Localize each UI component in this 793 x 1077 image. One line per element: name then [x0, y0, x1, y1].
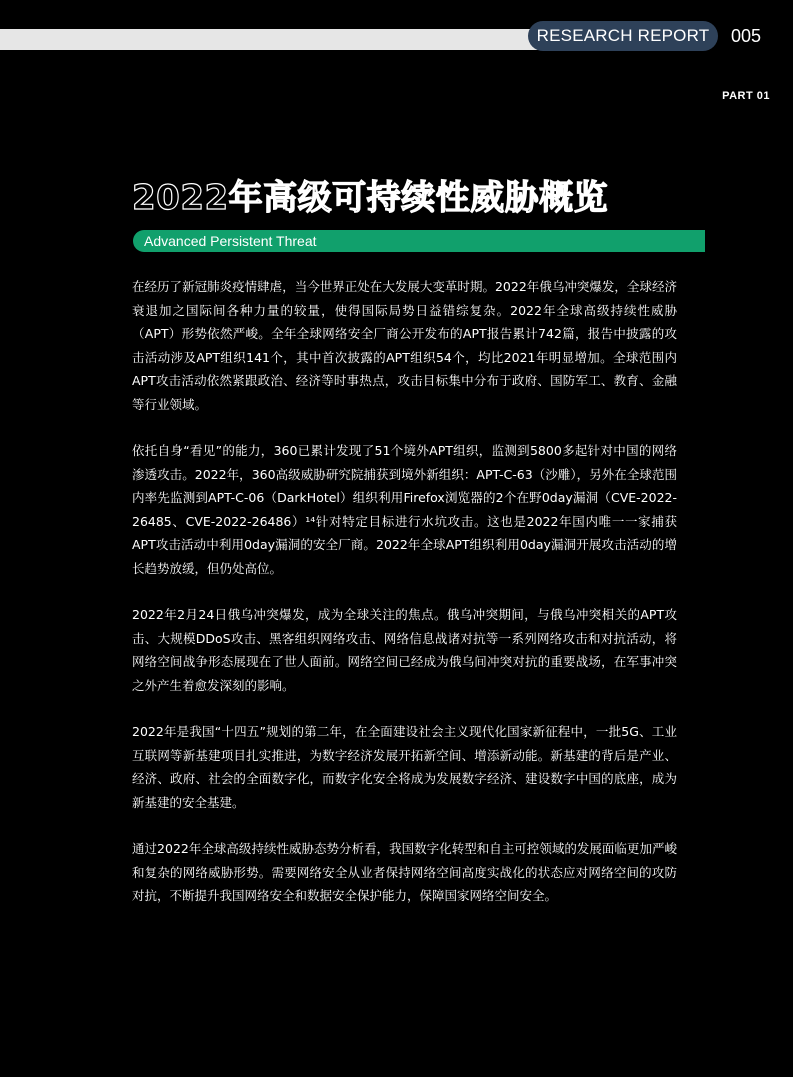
- body-text: [132, 275, 677, 931]
- paragraph: 在经历了新冠肺炎疫情肆虐，当今世界正处在大发展大变革时期。2022年俄乌冲突爆发，全球经济衰退加之国际间各种力量的较量，使得国际局势日益错综复杂。2022年全球高级持续性威胁（APT）形势依然严峻。全年全球网络安全厂商公开发布的APT报告累计742篇，报告中披露的攻击活动涉及APT组织141个，其中首次披露的APT组织54个，均比2021年明显增加。全球范围内APT攻击活动依然紧跟政治、经济等时事热点，攻击目标集中分布于政府、国防军工、教育、金融等行业领域。: [132, 279, 677, 412]
- paragraph: 依托自身“看见”的能力，360已累计发现了51个境外APT组织，监测到5800多起针对中国的网络渗透攻击。2022年，360高级威胁研究院捕获到境外新组织：APT-C-63（沙雕），另外在全球范围内率先监测到APT-C-06（DarkHotel）组织利用Firefox浏览器的2个在野0day漏洞（CVE-2022-26485、CVE-2022-26486）¹⁴针对特定目标进行水坑攻击。这也是2022年国内唯一一家捕获APT攻击活动中利用0day漏洞的安全厂商。2022年全球APT组织利用0day漏洞开展攻击活动的增长趋势放缓，但仍处高位。: [132, 443, 677, 576]
- subtitle-banner: [133, 230, 705, 252]
- page-title: 2022年高级可持续性威胁概览: [132, 178, 609, 218]
- paragraph: 2022年2月24日俄乌冲突爆发，成为全球关注的焦点。俄乌冲突期间，与俄乌冲突相关的APT攻击、大规模DDoS攻击、黑客组织网络攻击、网络信息战诸对抗等一系列网络攻击和对抗活动，将网络空间战争形态展现在了世人面前。网络空间已经成为俄乌间冲突对抗的重要战场，在军事冲突之外产生着愈发深刻的影响。: [132, 607, 677, 693]
- part-label: PART 01: [722, 90, 770, 102]
- paragraph: 通过2022年全球高级持续性威胁态势分析看，我国数字化转型和自主可控领域的发展面临更加严峻和复杂的网络威胁形势。需要网络安全从业者保持网络空间高度实战化的状态应对网络空间的攻防对抗，不断提升我国网络安全和数据安全保护能力，保障国家网络空间安全。: [132, 841, 677, 903]
- report-label-badge: [528, 21, 718, 51]
- paragraph: 2022年是我国“十四五”规划的第二年，在全面建设社会主义现代化国家新征程中，一批5G、工业互联网等新基建项目扎实推进，为数字经济发展开拓新空间、增添新动能。新基建的背后是产业、经济、政府、社会的全面数字化，而数字化安全将成为发展数字经济、建设数字中国的底座，成为新基建的安全基建。: [132, 724, 677, 810]
- subtitle-text: Advanced Persistent Threat: [144, 233, 317, 249]
- header-bar: [0, 29, 560, 50]
- page-number: 005: [731, 26, 762, 46]
- report-label: RESEARCH REPORT: [536, 26, 710, 45]
